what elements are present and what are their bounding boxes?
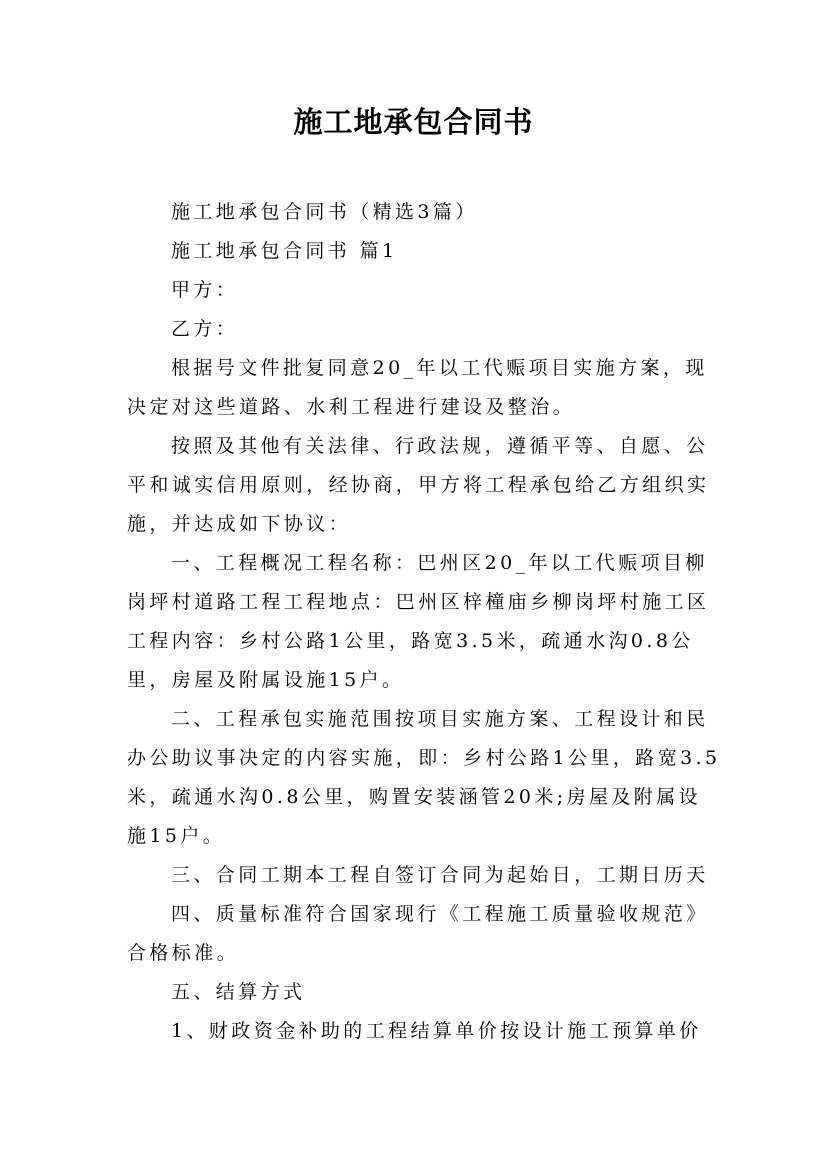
text-line-19: 四、质量标准符合国家现行《工程施工质量验收规范》 xyxy=(171,903,709,925)
text-line-14: 二、工程承包实施范围按项目实施方案、工程设计和民 xyxy=(171,708,709,730)
text-line-13: 里，房屋及附属设施15户。 xyxy=(127,669,405,691)
text-line-5: 根据号文件批复同意20_年以工代赈项目实施方案，现 xyxy=(171,357,708,379)
text-line-2: 施工地承包合同书 篇1 xyxy=(171,240,398,262)
text-line-1: 施工地承包合同书（精选3篇） xyxy=(171,201,478,223)
text-line-15: 办公助议事决定的内容实施，即：乡村公路1公里，路宽3.5 xyxy=(127,747,721,769)
text-line-3: 甲方： xyxy=(171,279,239,301)
document-body xyxy=(127,193,721,1051)
document-title: 施工地承包合同书 xyxy=(293,105,534,139)
text-line-20: 合格标准。 xyxy=(127,942,240,964)
text-line-22: 1、财政资金补助的工程结算单价按设计施工预算单价 xyxy=(171,1020,702,1042)
text-line-4: 乙方： xyxy=(171,318,239,340)
text-line-11: 岗坪村道路工程工程地点：巴州区梓橦庙乡柳岗坪村施工区 xyxy=(127,591,710,613)
text-line-17: 施15户。 xyxy=(127,825,226,847)
text-line-6: 决定对这些道路、水利工程进行建设及整治。 xyxy=(127,396,576,418)
text-line-9: 施，并达成如下协议： xyxy=(127,513,352,535)
text-line-10: 一、工程概况工程名称：巴州区20_年以工代赈项目柳 xyxy=(171,552,708,574)
text-line-7: 按照及其他有关法律、行政法规，遵循平等、自愿、公 xyxy=(171,435,709,457)
text-line-12: 工程内容：乡村公路1公里，路宽3.5米，疏通水沟0.8公 xyxy=(127,630,694,652)
text-line-21: 五、结算方式 xyxy=(171,981,306,1003)
text-line-16: 米，疏通水沟0.8公里，购置安装涵管20米;房屋及附属设 xyxy=(127,786,701,808)
text-line-18: 三、合同工期本工程自签订合同为起始日，工期日历天 xyxy=(171,864,709,886)
text-line-8: 平和诚实信用原则，经协商，甲方将工程承包给乙方组织实 xyxy=(127,474,710,496)
